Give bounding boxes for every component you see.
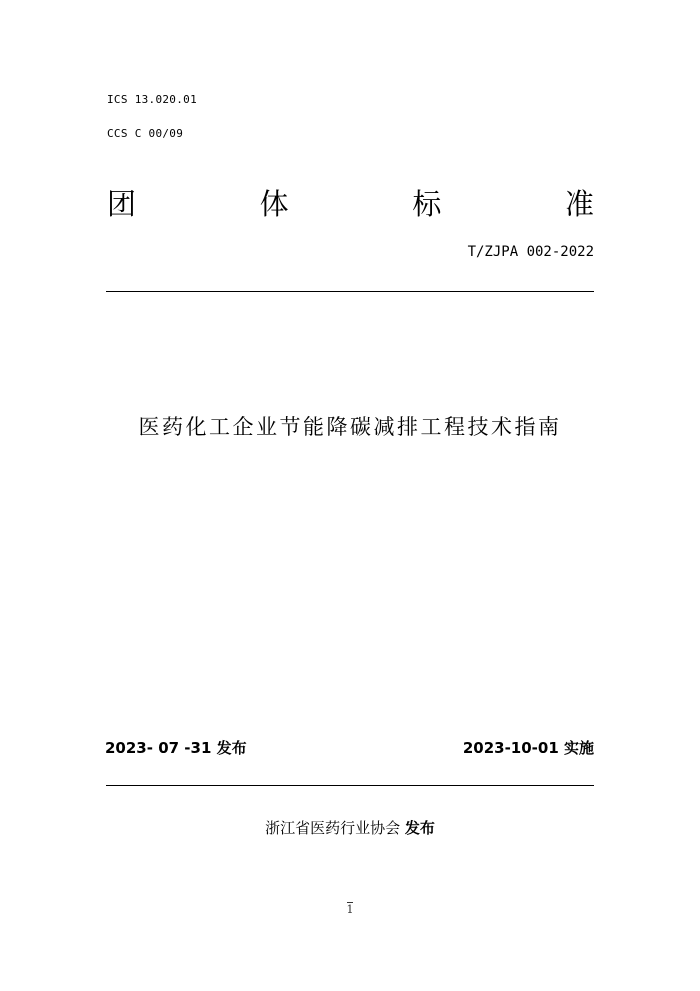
document-title: 医药化工企业节能降碳减排工程技术指南 bbox=[138, 415, 562, 439]
publisher-action: 发布 bbox=[404, 819, 435, 837]
top-divider bbox=[106, 291, 594, 292]
standard-type-char: 准 bbox=[564, 187, 594, 221]
standard-type-heading bbox=[107, 186, 594, 222]
publish-date: 2023- 07 -31 发布 bbox=[105, 739, 247, 757]
page-number bbox=[0, 902, 700, 916]
page-number-value: 1 bbox=[346, 903, 354, 916]
standard-type-char: 体 bbox=[259, 187, 289, 221]
bottom-divider bbox=[106, 785, 594, 786]
standard-type-char: 团 bbox=[107, 187, 137, 221]
ccs-code: CCS C 00/09 bbox=[107, 127, 184, 140]
ics-code: ICS 13.020.01 bbox=[107, 93, 197, 106]
implement-date: 2023-10-01 实施 bbox=[462, 739, 594, 757]
publisher-line bbox=[0, 817, 700, 838]
standard-type-char: 标 bbox=[412, 187, 442, 221]
standard-code: T/ZJPA 002-2022 bbox=[467, 244, 594, 260]
publisher-name: 浙江省医药行业协会 bbox=[265, 819, 401, 837]
